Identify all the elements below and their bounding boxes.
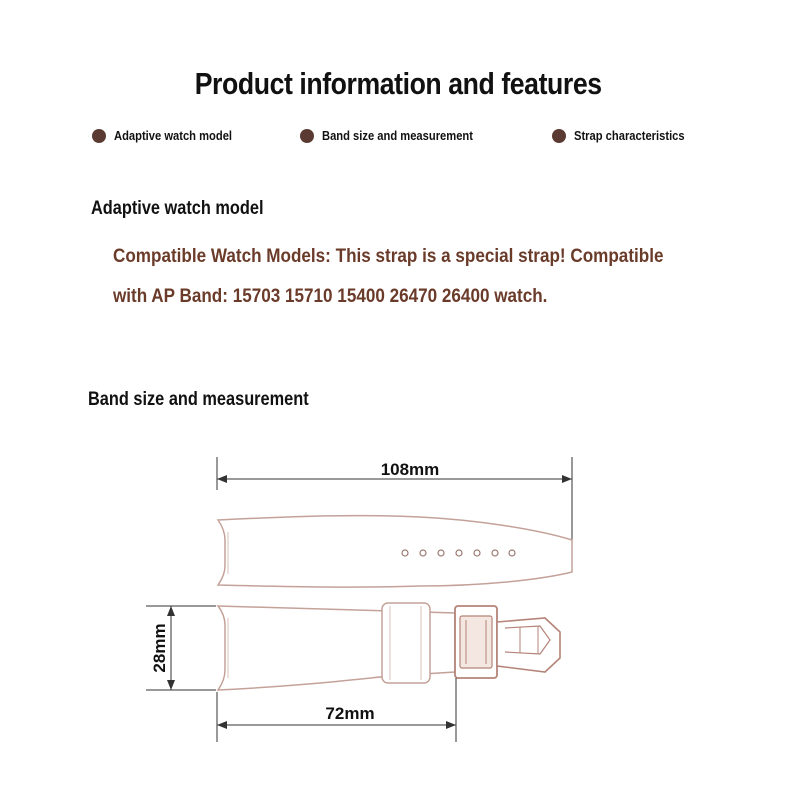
- width-label: 28mm: [150, 623, 169, 673]
- long-strap-piece: [218, 516, 572, 588]
- total-length-label: 108mm: [380, 460, 440, 479]
- short-length-label: 72mm: [325, 704, 375, 723]
- deployant-buckle: [455, 606, 560, 678]
- compatibility-text-line2: with AP Band: 15703 15710 15400 26470 26400 watch.: [113, 286, 548, 307]
- short-strap-piece: [218, 603, 455, 690]
- section-heading-size: Band size and measurement: [88, 389, 309, 410]
- compatibility-text-line1: Compatible Watch Models: This strap is a special strap! Compatible: [113, 246, 664, 267]
- strap-keeper: [382, 603, 430, 683]
- nav-item-label: Band size and measurement: [322, 128, 473, 143]
- nav-item-label: Strap characteristics: [574, 128, 685, 143]
- nav-item-label: Adaptive watch model: [114, 128, 233, 143]
- section-heading-model: Adaptive watch model: [91, 198, 264, 219]
- page-title: Product information and features: [194, 66, 602, 101]
- width-dimension: [146, 606, 216, 690]
